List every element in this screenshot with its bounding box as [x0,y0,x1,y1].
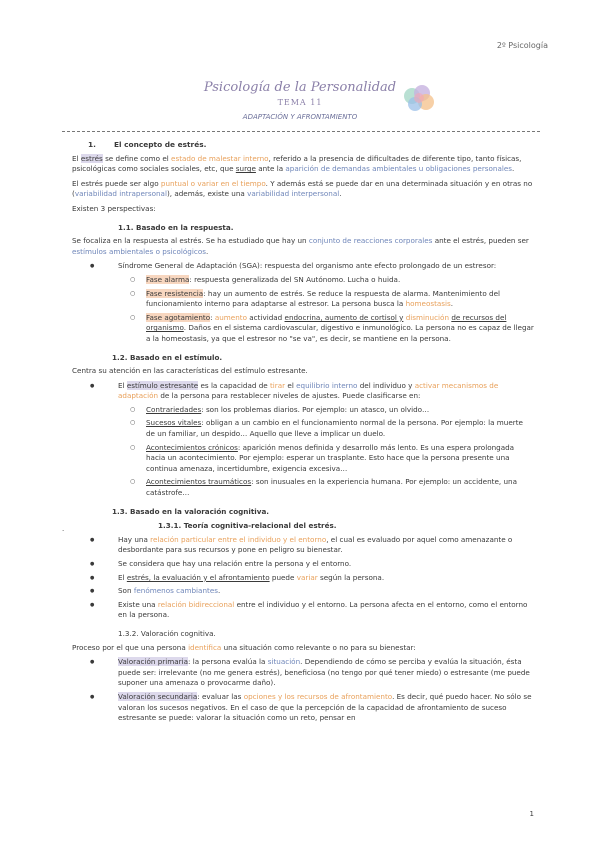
list-item: ● Se considera que hay una relación entre la persona y el entorno. [72,559,534,570]
paragraph: El estrés se define como el estado de malestar interno, referido a la presencia de dificultades de diferente tipo, tanto físicas, psicológicas como sociales sociales, etc, que surge ante la aparición de demandas ambientales u obligaciones personales. [72,153,522,174]
list-item: ○ Acontecimientos traumáticos: son inusuales en la experiencia humana. Por ejemplo: un accidente, una catástrofe… [72,477,534,498]
subsection-heading: 1.1. Basado en la respuesta. [118,222,234,232]
subsubsection-heading: 1.3.1. Teoría cognitiva-relacional del estrés. [158,521,337,531]
list-item: ○ Contrariedades: son los problemas diarios. Por ejemplo: un atasco, un olvido… [72,405,534,416]
list-item: ● El estímulo estresante es la capacidad de tirar el equilibrio interno del individuo y activar mecanismos de adaptación de la persona para restablecer niveles de ajustes. Puede clasificarse en: [72,381,534,402]
list-item: ● Hay una relación particular entre el individuo y el entorno, el cual es evaluado por aquel como amenazante o desbordante para sus recursos y pone en peligro su bienestar. [72,535,534,556]
paragraph: Centra su atención en las características del estímulo estresante. [72,366,308,376]
paragraph: Se focaliza en la respuesta al estrés. Se ha estudiado que hay un conjunto de reacciones corporales ante el estrés, pueden ser estímulos ambientales o psicológicos. [72,236,529,256]
paragraph: El estrés puede ser algo puntual o variar en el tiempo. Y además está se puede dar en una determinada situación y en otras no (variabilidad intrapersonal), además, existe una variabilidad interpersonal. [72,178,533,199]
list-item: ● Existe una relación bidireccional entre el individuo y el entorno. La persona afecta en el entorno, como el entorno en la persona. [72,600,534,621]
list-item: ○ Fase resistencia: hay un aumento de estrés. Se reduce la respuesta de alarma. Mantenimiento del funcionamiento interno para adaptarse al estresor. La persona busca la homeostasis. [72,289,534,310]
list-item: ○ Acontecimientos crónicos: aparición menos definida y desarrollo más lento. Es una espera prolongada hacia un acontecimiento. Por ejemplo: esperar un trasplante. Esto hace que la persona presente una continua amenaza, incertidumbre, exigencia excesiva… [72,443,534,475]
subsection-heading: 1.3. Basado en la valoración cognitiva. [112,506,270,516]
paragraph: Proceso por el que una persona identifica una situación como relevante o no para su bienestar: [72,642,416,652]
list-item: ○ Fase agotamiento: aumento actividad endocrina, aumento de cortisol y disminución de recursos del organismo. Daños en el sistema cardiovascular, digestivo e inmunológico. La persona no es capaz de llegar a la homeostasis, ya que el estresor no "se va", es decir, se mantiene en la persona. [72,313,534,345]
section-heading: 1. El concepto de estrés. [88,140,207,149]
subsubsection-heading: 1.3.2. Valoración cognitiva. [118,628,216,638]
list-item: ● Son fenómenos cambiantes. [72,586,534,597]
list-item: ○ Fase alarma: respuesta generalizada del SN Autónomo. Lucha o huida. [72,275,534,286]
page-number: 1 [529,810,534,818]
subsection-heading: 1.2. Basado en el estímulo. [112,352,223,362]
list-item: ○ Sucesos vitales: obligan a un cambio en el funcionamiento normal de la persona. Por ejemplo: la muerte de un familiar, un despido… Aquello que lleve a implicar un duelo. [72,418,534,439]
document-body [72,138,534,727]
list-item: ● Valoración secundaria: evaluar las opciones y los recursos de afrontamiento. Es decir, qué puedo hacer. No sólo se valoran los sucesos negativos. En el caso de que la percepción de la capacidad de afrontamiento de suceso estresante se puede: valorar la situación como un reto, pensar en [72,692,534,724]
course-label: 2º Psicología [496,41,548,50]
paragraph: Existen 3 perspectivas: [72,203,156,213]
document-title: Psicología de la Personalidad [203,80,397,95]
list-item: ● Síndrome General de Adaptación (SGA): respuesta del organismo ante efecto prolongado de un estresor: [72,261,534,272]
tema-label: TEMA 11 [277,98,323,107]
stray-mark: . [62,525,65,533]
section-divider [62,131,540,132]
watercolor-logo-icon [402,84,436,112]
list-item: ● El estrés, la evaluación y el afrontamiento puede variar según la persona. [72,573,534,584]
document-subtitle: ADAPTACIÓN Y AFRONTAMIENTO [242,113,358,121]
list-item: ● Valoración primaria: la persona evalúa la situación. Dependiendo de cómo se perciba y evalúa la situación, ésta puede ser: irrelevante (no me genera estrés), beneficiosa (no tengo por qué tener miedo) o estresante (me puede suponer una amenaza o provocarme daño). [72,657,534,689]
